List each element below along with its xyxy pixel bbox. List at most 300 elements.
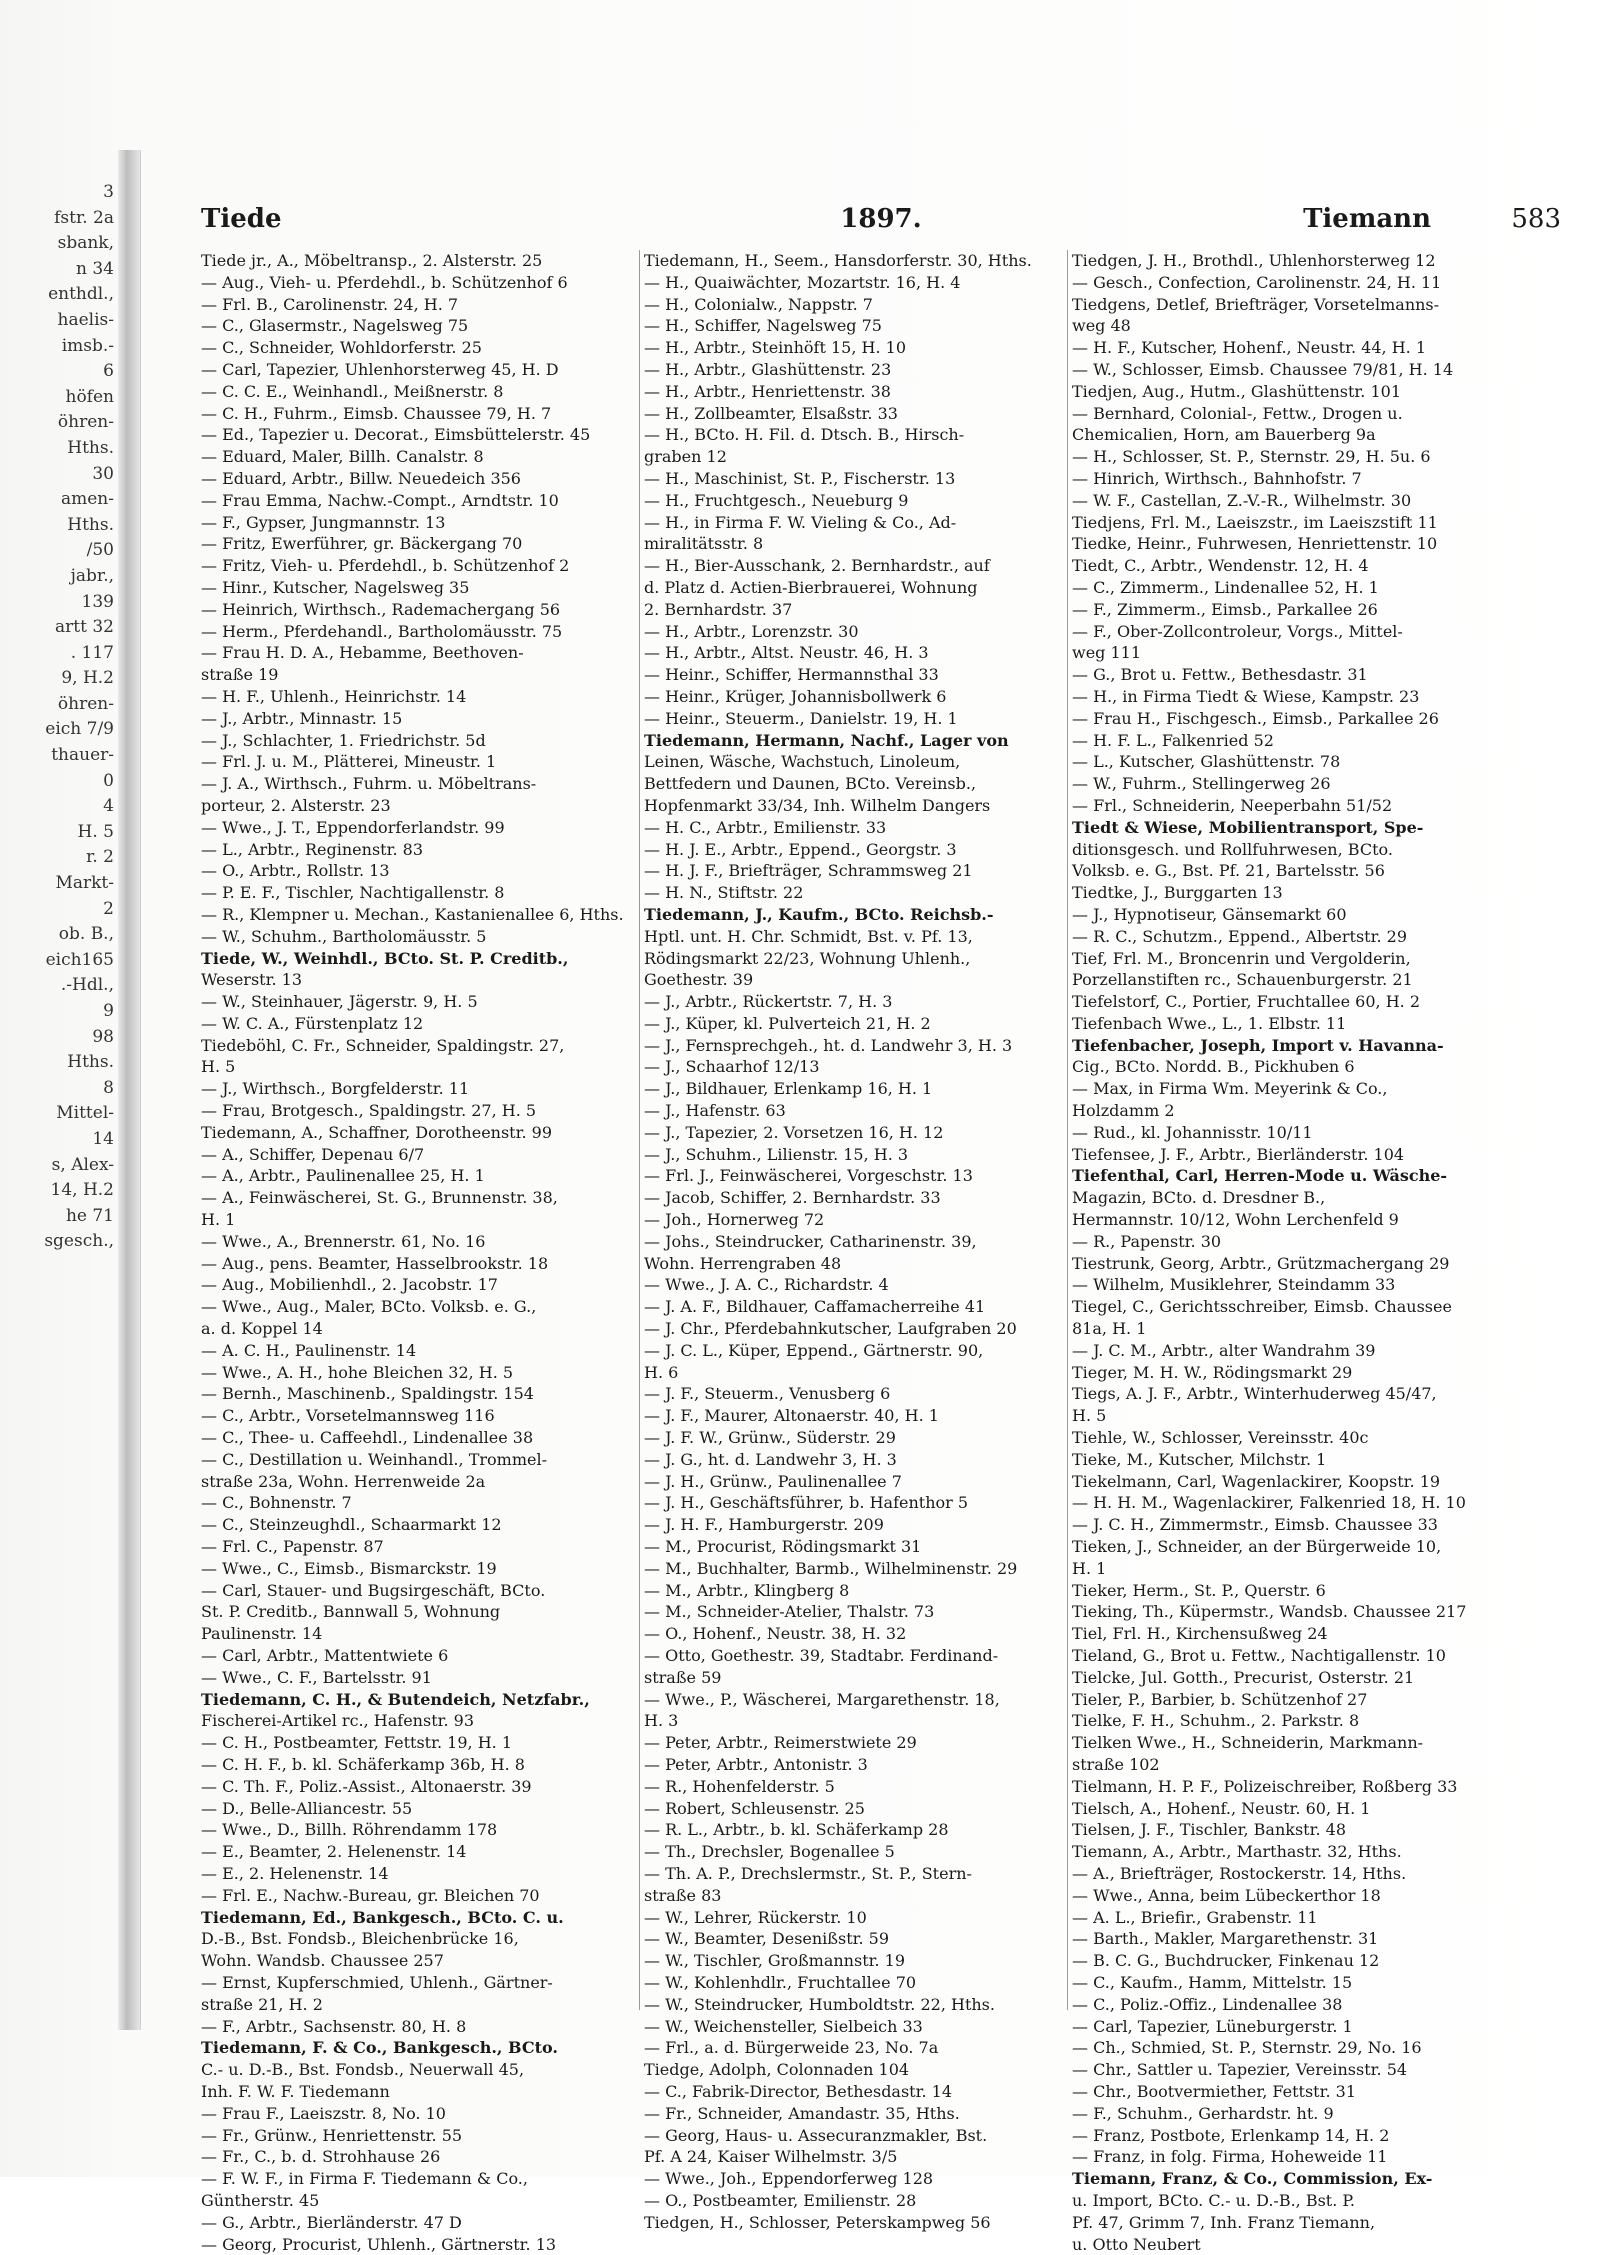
directory-entry-line: Tiefensee, J. F., Arbtr., Bierländerstr. 104 [1072,1144,1405,1164]
directory-entry-line: — J., Bildhauer, Erlenkamp 16, H. 1 [644,1079,933,1099]
directory-entry-line: — C., Glasermstr., Nagelsweg 75 [201,316,469,336]
directory-entry-line: — J. F., Maurer, Altonaerstr. 40, H. 1 [644,1406,939,1426]
directory-entry-line: — Frl. B., Carolinenstr. 24, H. 7 [201,294,459,314]
directory-entry-line: — Frau Emma, Nachw.-Compt., Arndtstr. 10 [201,490,559,510]
directory-column-3 [1072,250,1502,2254]
directory-entry-line: — C., Steinzeughdl., Schaarmarkt 12 [201,1515,502,1535]
directory-entry-line: Magazin, BCto. d. Dresdner B., [1072,1188,1326,1208]
directory-entry-line: — F., Gypser, Jungmannstr. 13 [201,512,446,532]
page-number: 583 [1511,204,1561,234]
directory-entry-line: — H., Bier-Ausschank, 2. Bernhardstr., auf [644,556,990,576]
directory-entry-line: — J., Küper, kl. Pulverteich 21, H. 2 [644,1013,931,1033]
previous-page-text-fragment: Markt- [55,873,114,894]
directory-entry-line: Tiedemann, A., Schaffner, Dorotheenstr. 99 [201,1122,553,1142]
directory-entry-line: — J. C. L., Küper, Eppend., Gärtnerstr. 90, [644,1340,984,1360]
directory-entry-line: — P. E. F., Tischler, Nachtigallenstr. 8 [201,883,505,903]
directory-entry-line: — H. F., Uhlenh., Heinrichstr. 14 [201,686,467,706]
directory-entry-line: miralitätsstr. 8 [644,534,764,554]
directory-entry-line: — Frl. J. u. M., Plätterei, Mineustr. 1 [201,752,497,772]
previous-page-text-fragment: . 117 [70,642,114,663]
previous-page-text-fragment: öhren- [57,693,114,714]
directory-entry-line: — M., Buchhalter, Barmb., Wilhelminenstr. 29 [644,1558,1018,1578]
previous-page-text-fragment: fstr. 2a [54,207,114,228]
directory-entry-line: — A. L., Briefir., Grabenstr. 11 [1072,1907,1318,1927]
directory-entry-line: — R. C., Schutzm., Eppend., Albertstr. 29 [1072,926,1408,946]
directory-entry-line: — Georg, Procurist, Uhlenh., Gärtnerstr. 13 [201,2234,557,2254]
directory-entry-line: — B. C. G., Buchdrucker, Finkenau 12 [1072,1951,1380,1971]
previous-page-text-fragment: thauer- [51,745,114,766]
directory-column-2 [644,250,1064,2232]
directory-entry-line: — Wwe., J. T., Eppendorferlandstr. 99 [201,817,505,837]
directory-entry-line: — Herm., Pferdehandl., Bartholomäusstr. 75 [201,621,563,641]
directory-entry-line: — C. H. F., b. kl. Schäferkamp 36b, H. 8 [201,1754,525,1774]
directory-entry-line: — W., Fuhrm., Stellingerweg 26 [1072,774,1331,794]
directory-entry-line: Tiegel, C., Gerichtsschreiber, Eimsb. Chaussee [1072,1297,1452,1317]
directory-entry-line: weg 48 [1072,316,1131,336]
directory-entry-line: — Joh., Hornerweg 72 [644,1210,825,1230]
directory-entry-line: — Hinr., Kutscher, Nagelsweg 35 [201,577,470,597]
directory-entry-line: — Frl., a. d. Bürgerweide 23, No. 7a [644,2038,939,2058]
directory-entry-line: — Bernh., Maschinenb., Spaldingstr. 154 [201,1384,534,1404]
header-year: 1897. [840,204,922,234]
previous-page-text-fragment: 6 [103,361,114,382]
previous-page-text-fragment: artt 32 [55,617,114,638]
previous-page-text-fragment: haelis- [57,309,114,330]
directory-entry-line: Leinen, Wäsche, Wachstuch, Linoleum, [644,752,961,772]
directory-entry-line: — E., Beamter, 2. Helenenstr. 14 [201,1842,467,1862]
directory-entry-line: — Heinr., Steuerm., Danielstr. 19, H. 1 [644,708,958,728]
previous-page-fragment [0,180,118,1980]
directory-entry-line: — Georg, Haus- u. Assecuranzmakler, Bst. [644,2125,988,2145]
directory-entry-line: — A., Briefträger, Rostockerstr. 14, Hths. [1072,1863,1407,1883]
directory-entry-line: porteur, 2. Alsterstr. 23 [201,795,391,815]
directory-entry-line: — C., Zimmerm., Lindenallee 52, H. 1 [1072,577,1379,597]
directory-entry-line: — H., Arbtr., Steinhöft 15, H. 10 [644,338,906,358]
previous-page-text-fragment: 9, H.2 [61,668,114,689]
directory-entry-line: — Aug., pens. Beamter, Hasselbrookstr. 18 [201,1253,549,1273]
directory-entry-line: 81a, H. 1 [1072,1319,1147,1339]
directory-entry-line: — Frl., Schneiderin, Neeperbahn 51/52 [1072,795,1393,815]
directory-entry-line: Tieker, Herm., St. P., Querstr. 6 [1072,1580,1326,1600]
directory-entry-line: straße 59 [644,1667,722,1687]
directory-entry-line: d. Platz d. Actien-Bierbrauerei, Wohnung [644,577,978,597]
directory-entry-line: Tiedemann, Ed., Bankgesch., BCto. C. u. [201,1907,564,1927]
directory-entry-line: — Chr., Sattler u. Tapezier, Vereinsstr. 54 [1072,2060,1408,2080]
directory-entry-line: — H., Arbtr., Henriettenstr. 38 [644,381,891,401]
previous-page-text-fragment: 14 [92,1128,114,1149]
directory-entry-line: straße 21, H. 2 [201,1994,323,2014]
directory-entry-line: — J., Schaarhof 12/13 [644,1057,820,1077]
directory-entry-line: — J., Fernsprechgeh., ht. d. Landwehr 3, H. 3 [644,1035,1013,1055]
directory-entry-line: — Barth., Makler, Margarethenstr. 31 [1072,1929,1379,1949]
directory-entry-line: Tiefenthal, Carl, Herren-Mode u. Wäsche- [1072,1166,1448,1186]
directory-entry-line: — J. C. H., Zimmermstr., Eimsb. Chaussee 33 [1072,1515,1438,1535]
directory-entry-line: — Fr., Grünw., Henriettenstr. 55 [201,2125,463,2145]
directory-entry-line: — C., Thee- u. Caffeehdl., Lindenallee 38 [201,1428,534,1448]
directory-entry-line: Tieland, G., Brot u. Fettw., Nachtigallenstr. 10 [1072,1646,1446,1665]
directory-entry-line: Wohn. Wandsb. Chaussee 257 [201,1951,444,1971]
directory-entry-line: — W., Beamter, Desenißstr. 59 [644,1929,890,1949]
directory-entry-line: Tiedt, C., Arbtr., Wendenstr. 12, H. 4 [1072,556,1369,576]
directory-entry-line: Goethestr. 39 [644,970,754,990]
directory-entry-line: — Ernst, Kupferschmied, Uhlenh., Gärtner- [201,1972,553,1992]
directory-entry-line: — Peter, Arbtr., Reimerstwiete 29 [644,1733,917,1753]
directory-entry-line: — J., Schuhm., Lilienstr. 15, H. 3 [644,1144,909,1164]
directory-entry-line: — Frau F., Laeiszstr. 8, No. 10 [201,2103,446,2123]
directory-entry-line: Tiedjen, Aug., Hutm., Glashüttenstr. 101 [1072,381,1402,401]
directory-entry-line: Tielke, F. H., Schuhm., 2. Parkstr. 8 [1072,1711,1360,1731]
directory-entry-line: — H. N., Stiftstr. 22 [644,883,804,903]
directory-entry-line: Tieler, P., Barbier, b. Schützenhof 27 [1072,1689,1368,1709]
previous-page-text-fragment: sbank, [57,233,114,254]
directory-entry-line: — Rud., kl. Johannisstr. 10/11 [1072,1122,1313,1142]
directory-entry-line: Tiedgen, J. H., Brothdl., Uhlenhorsterweg 12 [1072,251,1436,270]
directory-entry-line: — H., Arbtr., Lorenzstr. 30 [644,621,859,641]
directory-entry-line: — E., 2. Helenenstr. 14 [201,1863,389,1883]
directory-entry-line: 2. Bernhardstr. 37 [644,599,793,619]
directory-entry-line: H. 5 [1072,1406,1107,1426]
directory-entry-line: — H., Arbtr., Altst. Neustr. 46, H. 3 [644,643,929,663]
directory-entry-line: Tieger, M. H. W., Rödingsmarkt 29 [1072,1362,1353,1382]
directory-entry-line: Tiefelstorf, C., Portier, Fruchtallee 60, H. 2 [1072,992,1420,1012]
directory-entry-line: Tieken, J., Schneider, an der Bürgerweide 10, [1072,1537,1442,1557]
directory-entry-line: Bettfedern und Daunen, BCto. Vereinsb., [644,774,977,794]
directory-entry-line: Tiemann, A., Arbtr., Marthastr. 32, Hths. [1072,1842,1402,1862]
directory-entry-line: Inh. F. W. F. Tiedemann [201,2081,390,2101]
directory-entry-line: Tiedemann, J., Kaufm., BCto. Reichsb.- [644,904,994,924]
previous-page-text-fragment: 98 [92,1026,114,1047]
directory-entry-line: — Wwe., Aug., Maler, BCto. Volksb. e. G., [201,1297,537,1317]
directory-entry-line: — R., Papenstr. 30 [1072,1231,1222,1251]
directory-entry-line: — C. H., Fuhrm., Eimsb. Chaussee 79, H. 7 [201,403,552,423]
directory-entry-line: — F., Schuhm., Gerhardstr. ht. 9 [1072,2103,1334,2123]
directory-entry-line: — Hinrich, Wirthsch., Bahnhofstr. 7 [1072,468,1362,488]
directory-entry-line: — Heinr., Krüger, Johannisbollwerk 6 [644,686,947,706]
directory-entry-line: straße 19 [201,665,279,685]
directory-entry-line: Tief, Frl. M., Broncenrin und Vergolderin, [1072,948,1411,968]
directory-entry-line: Tiedgens, Detlef, Briefträger, Vorsetelmanns- [1072,294,1440,314]
directory-entry-line: — C., Poliz.-Offiz., Lindenallee 38 [1072,1994,1343,2014]
directory-entry-line: weg 111 [1072,643,1142,663]
directory-entry-line: — Carl, Tapezier, Uhlenhorsterweg 45, H. D [201,359,559,379]
directory-entry-line: — W., Steindrucker, Humboldtstr. 22, Hths. [644,1994,995,2014]
directory-entry-line: — J. H., Geschäftsführer, b. Hafenthor 5 [644,1493,969,1513]
directory-entry-line: Porzellanstiften rc., Schauenburgerstr. 21 [1072,970,1413,990]
directory-entry-line: — R., Klempner u. Mechan., Kastanienallee 6, Hths. [201,904,624,924]
book-gutter [118,150,140,2030]
directory-entry-line: — H. F. L., Falkenried 52 [1072,730,1274,750]
directory-entry-line: — Wwe., A. H., hohe Bleichen 32, H. 5 [201,1362,514,1382]
directory-entry-line: H. 1 [1072,1558,1107,1578]
previous-page-text-fragment: amen- [60,489,114,510]
directory-entry-line: — C., Bohnenstr. 7 [201,1493,352,1513]
directory-entry-line: — H. F., Kutscher, Hohenf., Neustr. 44, H. 1 [1072,338,1427,358]
previous-page-text-fragment: jabr., [70,565,114,586]
directory-entry-line: — G., Brot u. Fettw., Bethesdastr. 31 [1072,665,1368,685]
directory-entry-line: straße 102 [1072,1754,1160,1774]
directory-entry-line: — H. C., Arbtr., Emilienstr. 33 [644,817,887,837]
directory-entry-line: Tiemann, Franz, & Co., Commission, Ex- [1072,2169,1433,2189]
directory-entry-line: — W., Schlosser, Eimsb. Chaussee 79/81, H. 14 [1072,359,1454,379]
directory-entry-line: — Frau H., Fischgesch., Eimsb., Parkallee 26 [1072,708,1439,728]
directory-entry-line: Tiedke, Heinr., Fuhrwesen, Henriettenstr. 10 [1072,534,1438,554]
directory-entry-line: Tiedeböhl, C. Fr., Schneider, Spaldingstr. 27, [201,1035,565,1055]
directory-entry-line: — Heinrich, Wirthsch., Rademachergang 56 [201,599,561,619]
previous-page-text-fragment: /50 [86,540,114,561]
directory-entry-line: — H., BCto. H. Fil. d. Dtsch. B., Hirsch- [644,425,965,445]
directory-entry-line: — F., Zimmerm., Eimsb., Parkallee 26 [1072,599,1378,619]
directory-entry-line: — Wwe., J. A. C., Richardstr. 4 [644,1275,889,1295]
previous-page-text-fragment: Hths. [67,514,114,535]
running-header [201,204,1561,244]
directory-entry-line: — Jacob, Schiffer, 2. Bernhardstr. 33 [644,1188,941,1208]
directory-entry-line: — H. J. E., Arbtr., Eppend., Georgstr. 3 [644,839,957,859]
directory-entry-line: — C., Destillation u. Weinhandl., Trommel- [201,1449,547,1469]
directory-entry-line: Güntherstr. 45 [201,2190,320,2210]
directory-entry-line: u. Otto Neubert [1072,2234,1201,2254]
directory-entry-line: Volksb. e. G., Bst. Pf. 21, Bartelsstr. 56 [1072,861,1385,881]
directory-entry-line: Tiehle, W., Schlosser, Vereinsstr. 40c [1072,1428,1369,1448]
previous-page-text-fragment: höfen [65,386,114,407]
directory-entry-line: — H., Fruchtgesch., Neueburg 9 [644,490,909,510]
directory-entry-line: — Bernhard, Colonial-, Fettw., Drogen u. [1072,403,1403,423]
directory-entry-line: — W. C. A., Fürstenplatz 12 [201,1013,424,1033]
directory-entry-line: St. P. Creditb., Bannwall 5, Wohnung [201,1602,501,1622]
directory-entry-line: — L., Kutscher, Glashüttenstr. 78 [1072,752,1341,772]
previous-page-text-fragment: enthdl., [48,284,114,305]
directory-entry-line: Paulinenstr. 14 [201,1624,323,1644]
directory-entry-line: — Heinr., Schiffer, Hermannsthal 33 [644,665,939,685]
directory-entry-line: Tiede jr., A., Möbeltransp., 2. Alsterstr. 25 [201,251,543,270]
directory-entry-line: Chemicalien, Horn, am Bauerberg 9a [1072,425,1376,445]
directory-entry-line: — J., Hypnotiseur, Gänsemarkt 60 [1072,904,1347,924]
directory-entry-line: — Peter, Arbtr., Antonistr. 3 [644,1754,868,1774]
column-divider [1067,250,1068,2010]
directory-entry-line: Cig., BCto. Nordd. B., Pickhuben 6 [1072,1057,1355,1077]
directory-entry-line: — H. J. F., Briefträger, Schrammsweg 21 [644,861,973,881]
directory-entry-line: — Frau, Brotgesch., Spaldingstr. 27, H. 5 [201,1101,537,1121]
directory-entry-line: Tiedemann, F. & Co., Bankgesch., BCto. [201,2038,558,2058]
directory-entry-line: — Carl, Arbtr., Mattentwiete 6 [201,1646,449,1665]
directory-entry-line: — C., Kaufm., Hamm, Mittelstr. 15 [1072,1972,1353,1992]
directory-entry-line: — J. C. M., Arbtr., alter Wandrahm 39 [1072,1340,1376,1360]
directory-column-1 [201,250,636,2254]
directory-entry-line: graben 12 [644,447,727,467]
directory-entry-line: — H., Arbtr., Glashüttenstr. 23 [644,359,892,379]
directory-page [140,150,1581,2254]
previous-page-text-fragment: 8 [103,1077,114,1098]
directory-entry-line: — G., Arbtr., Bierländerstr. 47 D [201,2212,462,2232]
directory-entry-line: — Wwe., Joh., Eppendorferweg 128 [644,2169,934,2189]
directory-entry-line: Hptl. unt. H. Chr. Schmidt, Bst. v. Pf. 13, [644,926,973,946]
previous-page-text-fragment: eich 7/9 [45,719,114,740]
directory-entry-line: — M., Arbtr., Klingberg 8 [644,1580,850,1600]
directory-entry-line: — Wilhelm, Musiklehrer, Steindamm 33 [1072,1275,1396,1295]
directory-entry-line: u. Import, BCto. C.- u. D.-B., Bst. P. [1072,2190,1356,2210]
directory-entry-line: — H., Zollbeamter, Elsaßstr. 33 [644,403,898,423]
directory-entry-line: — W., Weichensteller, Sielbeich 33 [644,2016,923,2036]
directory-entry-line: — Chr., Bootvermiether, Fettstr. 31 [1072,2081,1357,2101]
previous-page-text-fragment: eich165 [45,949,114,970]
previous-page-text-fragment: 139 [81,591,114,612]
directory-entry-line: — Carl, Stauer- und Bugsirgeschäft, BCto. [201,1580,546,1600]
previous-page-text-fragment: 2 [103,898,114,919]
directory-entry-line: — J., Arbtr., Rückertstr. 7, H. 3 [644,992,893,1012]
directory-entry-line: Tiedtke, J., Burggarten 13 [1072,883,1283,903]
directory-entry-line: ditionsgesch. und Rollfuhrwesen, BCto. [1072,839,1393,859]
directory-entry-line: Tiefenbacher, Joseph, Import v. Havanna- [1072,1035,1444,1055]
directory-entry-line: Wohn. Herrengraben 48 [644,1253,842,1273]
directory-entry-line: — Frl. C., Papenstr. 87 [201,1537,384,1557]
directory-entry-line: — J., Hafenstr. 63 [644,1101,786,1121]
directory-entry-line: — F. W. F., in Firma F. Tiedemann & Co., [201,2169,528,2189]
directory-entry-line: Tiedt & Wiese, Mobilientransport, Spe- [1072,817,1424,837]
directory-entry-line: Tiedemann, H., Seem., Hansdorferstr. 30, Hths. [644,251,1032,270]
directory-entry-line: Tiestrunk, Georg, Arbtr., Grützmachergang 29 [1072,1253,1450,1273]
directory-entry-line: — Otto, Goethestr. 39, Stadtabr. Ferdinand- [644,1646,999,1665]
directory-entry-line: — J. A. F., Bildhauer, Caffamacherreihe 41 [644,1297,986,1317]
directory-entry-line: Pf. 47, Grimm 7, Inh. Franz Tiemann, [1072,2212,1376,2232]
directory-entry-line: — Ch., Schmied, St. P., Sternstr. 29, No. 16 [1072,2038,1422,2058]
directory-entry-line: — Frl. J., Feinwäscherei, Vorgeschstr. 13 [644,1166,973,1186]
previous-page-text-fragment: öhren- [57,412,114,433]
previous-page-text-fragment: he 71 [65,1205,114,1226]
previous-page-text-fragment: 4 [103,796,114,817]
directory-entry-line: — F., Arbtr., Sachsenstr. 80, H. 8 [201,2016,467,2036]
previous-page-text-fragment: sgesch., [44,1231,114,1252]
directory-entry-line: — Wwe., C. F., Bartelsstr. 91 [201,1667,432,1687]
directory-entry-line: straße 83 [644,1885,722,1905]
directory-entry-line: a. d. Koppel 14 [201,1319,323,1339]
directory-entry-line: — J., Wirthsch., Borgfelderstr. 11 [201,1079,470,1099]
directory-entry-line: — O., Arbtr., Rollstr. 13 [201,861,390,881]
directory-entry-line: — Fr., Schneider, Amandastr. 35, Hths. [644,2103,960,2123]
directory-entry-line: — W., Tischler, Großmannstr. 19 [644,1951,906,1971]
directory-entry-line: — W., Lehrer, Rückerstr. 10 [644,1907,867,1927]
directory-entry-line: — H., in Firma Tiedt & Wiese, Kampstr. 23 [1072,686,1420,706]
directory-entry-line: — Wwe., A., Brennerstr. 61, No. 16 [201,1231,486,1251]
directory-entry-line: Tiefenbach Wwe., L., 1. Elbstr. 11 [1072,1013,1347,1033]
directory-entry-line: — Aug., Vieh- u. Pferdehdl., b. Schützenhof 6 [201,272,568,292]
directory-entry-line: — H., Schlosser, St. P., Sternstr. 29, H. 5u. 6 [1072,447,1431,467]
directory-entry-line: H. 3 [644,1711,679,1731]
directory-entry-line: H. 5 [201,1057,236,1077]
directory-entry-line: H. 6 [644,1362,679,1382]
directory-entry-line: — Wwe., C., Eimsb., Bismarckstr. 19 [201,1558,497,1578]
directory-entry-line: — W. F., Castellan, Z.-V.-R., Wilhelmstr. 30 [1072,490,1412,510]
directory-entry-line: — Fr., C., b. d. Strohhause 26 [201,2147,441,2167]
directory-entry-line: Tiedemann, Hermann, Nachf., Lager von [644,730,1009,750]
directory-entry-line: Hopfenmarkt 33/34, Inh. Wilhelm Dangers [644,795,991,815]
directory-entry-line: — O., Postbeamter, Emilienstr. 28 [644,2190,917,2210]
directory-entry-line: — C., Fabrik-Director, Bethesdastr. 14 [644,2081,953,2101]
previous-page-text-fragment: 30 [92,463,114,484]
directory-entry-line: — J., Tapezier, 2. Vorsetzen 16, H. 12 [644,1122,944,1142]
directory-entry-line: Tiedge, Adolph, Colonnaden 104 [644,2060,910,2080]
directory-entry-line: Tiede, W., Weinhdl., BCto. St. P. Creditb., [201,948,569,968]
directory-entry-line: — J. G., ht. d. Landwehr 3, H. 3 [644,1449,897,1469]
directory-entry-line: Tiedemann, C. H., & Butendeich, Netzfabr., [201,1689,590,1709]
directory-entry-line: — Th., Drechsler, Bogenallee 5 [644,1842,895,1862]
directory-entry-line: Fischerei-Artikel rc., Hafenstr. 93 [201,1711,475,1731]
directory-entry-line: Tiekelmann, Carl, Wagenlackirer, Koopstr. 19 [1072,1471,1441,1491]
directory-entry-line: — Max, in Firma Wm. Meyerink & Co., [1072,1079,1388,1099]
directory-entry-line: — H., in Firma F. W. Vieling & Co., Ad- [644,512,957,532]
directory-entry-line: — A., Schiffer, Depenau 6/7 [201,1144,425,1164]
directory-entry-line: — J. A., Wirthsch., Fuhrm. u. Möbeltrans- [201,774,537,794]
directory-entry-line: — M., Schneider-Atelier, Thalstr. 73 [644,1602,935,1622]
directory-entry-line: — C. Th. F., Poliz.-Assist., Altonaerstr. 39 [201,1776,532,1796]
previous-page-text-fragment: Mittel- [56,1103,114,1124]
previous-page-text-fragment: Hths. [67,437,114,458]
directory-entry-line: Tielcke, Jul. Gotth., Precurist, Osterstr. 21 [1072,1667,1415,1687]
directory-entry-line: — Frl. E., Nachw.-Bureau, gr. Bleichen 70 [201,1885,540,1905]
directory-entry-line: — J., Arbtr., Minnastr. 15 [201,708,403,728]
directory-entry-line: — J. F. W., Grünw., Süderstr. 29 [644,1428,896,1448]
directory-entry-line: — H., Quaiwächter, Mozartstr. 16, H. 4 [644,272,961,292]
column-divider [639,250,640,2010]
directory-entry-line: Tieke, M., Kutscher, Milchstr. 1 [1072,1449,1327,1469]
directory-entry-line: — Gesch., Confection, Carolinenstr. 24, H. 11 [1072,272,1442,292]
directory-entry-line: — H., Maschinist, St. P., Fischerstr. 13 [644,468,956,488]
directory-entry-line: — R., Hohenfelderstr. 5 [644,1776,835,1796]
directory-entry-line: — O., Hohenf., Neustr. 38, H. 32 [644,1624,907,1644]
directory-entry-line: — Aug., Mobilienhdl., 2. Jacobstr. 17 [201,1275,498,1295]
directory-entry-line: — F., Ober-Zollcontroleur, Vorgs., Mittel- [1072,621,1403,641]
directory-entry-line: — Fritz, Ewerführer, gr. Bäckergang 70 [201,534,523,554]
directory-entry-line: — Ed., Tapezier u. Decorat., Eimsbüttelerstr. 45 [201,425,591,445]
header-right-keyword: Tiemann [1303,204,1431,234]
directory-entry-line: — Johs., Steindrucker, Catharinenstr. 39, [644,1231,977,1251]
directory-entry-line: — C., Schneider, Wohldorferstr. 25 [201,338,482,358]
directory-entry-line: C.- u. D.-B., Bst. Fondsb., Neuerwall 45, [201,2060,525,2080]
directory-entry-line: — Eduard, Arbtr., Billw. Neuedeich 356 [201,468,521,488]
directory-entry-line: Weserstr. 13 [201,970,302,990]
directory-entry-line: Tielmann, H. P. F., Polizeischreiber, Roßberg 33 [1072,1776,1458,1796]
directory-entry-line: — Wwe., Anna, beim Lübeckerthor 18 [1072,1885,1381,1905]
directory-entry-line: — M., Procurist, Rödingsmarkt 31 [644,1537,922,1557]
directory-entry-line: — W., Schuhm., Bartholomäusstr. 5 [201,926,487,946]
directory-entry-line: — Th. A. P., Drechslermstr., St. P., Stern- [644,1863,972,1883]
previous-page-text-fragment: imsb.- [61,335,114,356]
directory-entry-line: — H., Colonialw., Nappstr. 7 [644,294,873,314]
directory-entry-line: Tielken Wwe., H., Schneiderin, Markmann- [1072,1733,1424,1753]
directory-entry-line: — J. F., Steuerm., Venusberg 6 [644,1384,891,1404]
directory-entry-line: Tiel, Frl. H., Kirchensußweg 24 [1072,1624,1328,1644]
directory-entry-line: — Robert, Schleusenstr. 25 [644,1798,865,1818]
directory-entry-line: Tieking, Th., Küpermstr., Wandsb. Chaussee 217 [1072,1602,1467,1622]
directory-entry-line: — Carl, Tapezier, Lüneburgerstr. 1 [1072,2016,1353,2036]
directory-entry-line: — R. L., Arbtr., b. kl. Schäferkamp 28 [644,1820,949,1840]
previous-page-text-fragment: .-Hdl., [60,975,114,996]
directory-entry-line: — J. H. F., Hamburgerstr. 209 [644,1515,884,1535]
directory-entry-line: — W., Kohlenhdlr., Fruchtallee 70 [644,1972,917,1992]
directory-entry-line: — C. C. E., Weinhandl., Meißnerstr. 8 [201,381,504,401]
directory-entry-line: — H., Schiffer, Nagelsweg 75 [644,316,882,336]
previous-page-text-fragment: n 34 [76,258,114,279]
directory-entry-line: — L., Arbtr., Reginenstr. 83 [201,839,424,859]
directory-entry-line: D.-B., Bst. Fondsb., Bleichenbrücke 16, [201,1929,519,1949]
directory-entry-line: — Frau H. D. A., Hebamme, Beethoven- [201,643,524,663]
header-left-keyword: Tiede [201,204,282,234]
previous-page-text-fragment: H. 5 [77,821,114,842]
directory-entry-line: — C., Arbtr., Vorsetelmannsweg 116 [201,1406,495,1426]
directory-entry-line: — Franz, Postbote, Erlenkamp 14, H. 2 [1072,2125,1390,2145]
directory-entry-line: straße 23a, Wohn. Herrenweide 2a [201,1471,486,1491]
directory-entry-line: — A., Feinwäscherei, St. G., Brunnenstr. 38, [201,1188,558,1208]
directory-entry-line: — Wwe., P., Wäscherei, Margarethenstr. 18, [644,1689,1000,1709]
previous-page-text-fragment: 9 [103,1001,114,1021]
